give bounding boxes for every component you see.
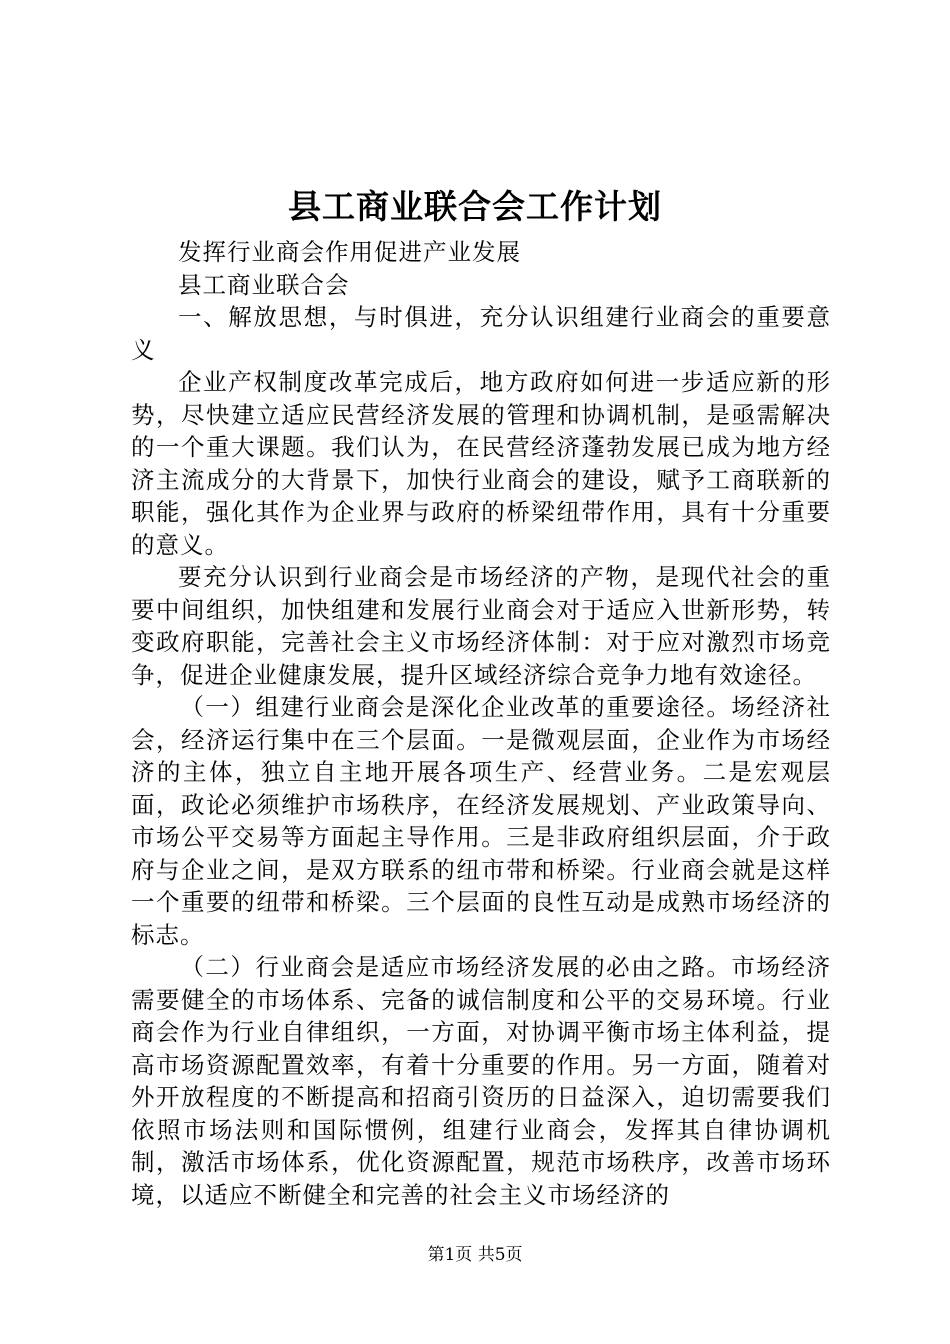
body-paragraph: （一）组建行业商会是深化企业改革的重要途径。场经济社会，经济运行集中在三个层面。一是微观层面，企业作为市场经济的主体，独立自主地开展各项生产、经营业务。二是宏观层面，政论必须维护市场秩序，在经济发展规划、产业政策导向、市场公平交易等方面起主导作用。三是非政府组织层面，介于政府与企业之间，是双方联系的纽市带和桥梁。行业商会就是这样一个重要的纽带和桥梁。三个层面的良性互动是成熟市场经济的标志。 [131, 693, 831, 949]
body-paragraph: 要充分认识到行业商会是市场经济的产物，是现代社会的重要中间组织，加快组建和发展行业商会对于适应入世新形势，转变政府职能，完善社会主义市场经济体制：对于应对激烈市场竞争，促进企业健康发展，提升区域经济综合竞争力地有效途径。 [131, 563, 831, 689]
section-heading: 一、解放思想，与时俱进，充分认识组建行业商会的重要意义 [131, 303, 831, 364]
page-number: 第1页 共5页 [427, 1245, 523, 1265]
author-line: 县工商业联合会 [178, 270, 350, 299]
document-body [131, 236, 831, 1211]
body-paragraph: 企业产权制度改革完成后，地方政府如何进一步适应新的形势，尽快建立适应民营经济发展的管理和协调机制，是亟需解决的一个重大课题。我们认为，在民营经济蓬勃发展已成为地方经济主流成分的大背景下，加快行业商会的建设，赋予工商联新的职能，强化其作为企业界与政府的桥梁纽带作用，具有十分重要的意义。 [131, 368, 831, 559]
document-title: 县工商业联合会工作计划 [288, 187, 662, 226]
body-paragraph: （二）行业商会是适应市场经济发展的必由之路。市场经济需要健全的市场体系、完备的诚信制度和公平的交易环境。行业商会作为行业自律组织，一方面，对协调平衡市场主体利益，提高市场资源配置效率，有着十分重要的作用。另一方面，随着对外开放程度的不断提高和招商引资历的日益深入，迫切需要我们依照市场法则和国际惯例，组建行业商会，发挥其自律协调机制，激活市场体系，优化资源配置，规范市场秩序，改善市场环境，以适应不断健全和完善的社会主义市场经济的 [131, 953, 831, 1209]
subtitle-line: 发挥行业商会作用促进产业发展 [178, 238, 521, 266]
